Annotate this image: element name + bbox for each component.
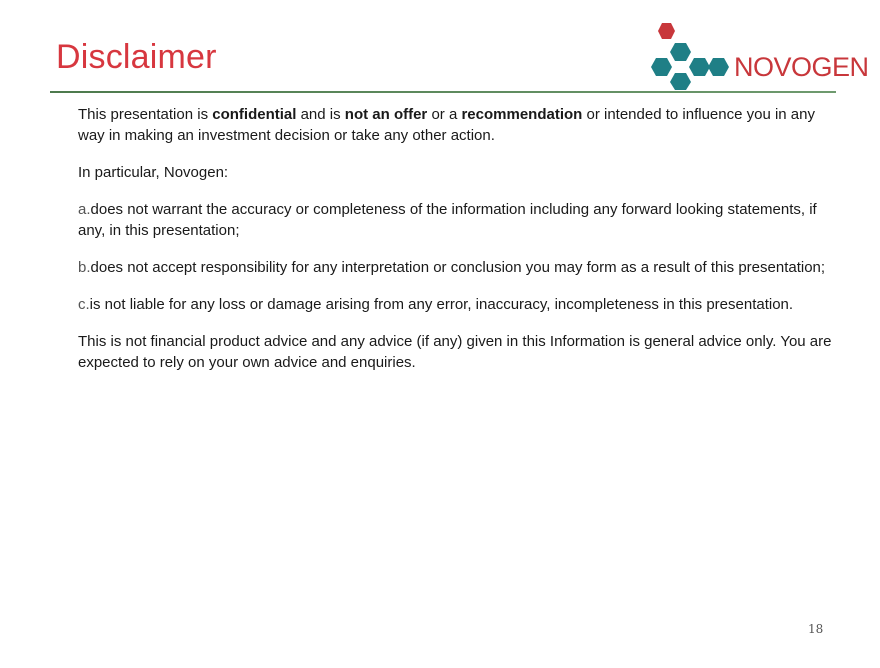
intro-text: or a bbox=[427, 106, 462, 123]
intro-bold: recommendation bbox=[461, 106, 583, 123]
list-item bbox=[78, 294, 838, 315]
list-item bbox=[78, 257, 838, 278]
list-item-text: does not warrant the accuracy or completeness of the information including any forward looking statements, if any, in this presentation; bbox=[78, 201, 817, 239]
list-item-letter: a. bbox=[78, 201, 91, 218]
title-divider bbox=[50, 91, 836, 93]
list-item-text: is not liable for any loss or damage arising from any error, inaccuracy, incompleteness in this presentation. bbox=[89, 296, 794, 313]
novogen-logo bbox=[648, 18, 868, 90]
intro-bold: confidential bbox=[212, 106, 297, 123]
closing-paragraph: This is not financial product advice and any advice (if any) given in this Information is general advice only. You are expected to rely on your own advice and enquiries. bbox=[78, 333, 832, 371]
intro-paragraph bbox=[78, 104, 838, 146]
lead-paragraph: In particular, Novogen: bbox=[78, 164, 229, 181]
disclaimer-body bbox=[78, 104, 838, 389]
intro-text: and is bbox=[296, 106, 345, 123]
slide-title: Disclaimer bbox=[56, 38, 217, 76]
list-item-letter: b. bbox=[78, 259, 91, 276]
list-item-text: does not accept responsibility for any interpretation or conclusion you may form as a result of this presentation; bbox=[90, 259, 826, 276]
list-item-letter: c. bbox=[78, 296, 90, 313]
logo-wordmark: NOVOGEN bbox=[734, 52, 869, 82]
hexagon-cluster-icon bbox=[648, 18, 738, 90]
intro-bold: not an offer bbox=[344, 106, 428, 123]
intro-text: or intended to influence you in any way in making an investment decision or take any other action. bbox=[78, 106, 815, 144]
intro-text: This presentation is bbox=[78, 106, 213, 123]
list-item bbox=[78, 199, 838, 241]
page-number: 18 bbox=[808, 622, 824, 636]
